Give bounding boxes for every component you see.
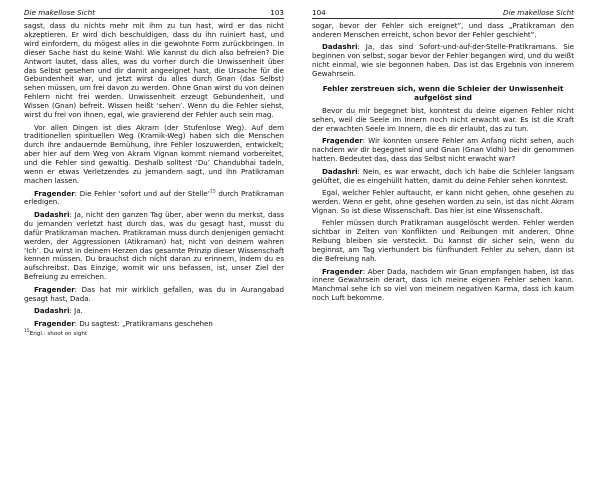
paragraph: Fehler müssen durch Pratikraman ausgelöscht werden. Fehler werden sichtbar in Zeiten von Konflikten und Reibungen mit anderen. Ohne Reibung bleiben sie versteckt. Du kannst dir sicher sein, wenn du beginnst, am Tag vierhundert bis fünfhundert Fehler zu sehen, dann ist die Befreiung nah. [312, 218, 574, 263]
paragraph: Dadashri: Ja. [34, 306, 83, 316]
paragraph: Fragender: Die Fehler ‘sofort und auf der Stelle’$^{15}$ durch Pratikraman erledigen. [24, 188, 284, 207]
paragraph: sagst, dass du nichts mehr mit ihm zu tun hast, wird er das nicht akzeptieren. Er wird dich beschuldigen, dass du ihn ruiniert hast, und wird einfordern, du mögest alles in die gewohnte Form zurückbringen. In dieser Sache hast du keine Wahl. Wie kannst du dich also befreien? Die Antwort lautet, dass alles, was du vorher durch die Unwissenheit über das Selbst gesehen und dir damit angeeignet hast, die Ursache für die Gebundenheit war, und jetzt wirst du alles durch Gnan (das Selbst) sehen müssen, um frei davon zu werden. Ohne Gnan wirst du von deinen Fehlern nicht frei werden. Unwissenheit erzeugt Gebundenheit, und Wissen (Gnan) befreit. Wissen heißt ‘sehen’. Wenn du die Fehler siehst, wirst du frei von ihnen, egal, wie gravierend der Fehler auch sein mag. [24, 21, 284, 120]
left-page-header [24, 8, 284, 19]
speaker-label: Fragender [34, 188, 75, 198]
paragraph: Dadashri: Ja, nicht den ganzen Tag über, aber wenn du merkst, dass du jemanden verletzt hast durch das, was du gesagt hast, musst du dafür Pratikraman machen. Pratikraman muss durch denjenigen gemacht werden, der Aggressionen (Atikraman) hat, nicht von deinem wahren ‘Ich’. Du wirst in deinem Herzen das gesamte Prinzip dieser Wissenschaft kennen müssen. Du brauchst dich nicht daran zu erinnern, indem du es aufschreibst. Das Einzige, womit wir uns befassen, ist, unser Ziel der Befreiung zu erreichen. [24, 209, 284, 282]
running-title: Die makellose Sicht [503, 8, 574, 17]
right-page [312, 8, 574, 307]
speaker-label: Fragender [322, 136, 363, 146]
page-number: 104 [312, 8, 326, 17]
speaker-label: Dadashri [34, 209, 70, 219]
paragraph: Dadashri: Ja, das sind Sofort-und-auf-der-Stelle-Pratikramans. Sie beginnen von selbst, sogar bevor der Fehler begangen wird, und du weißt nicht einmal, wie sie begonnen haben. Das ist das Ergebnis von innerem Gewahrsein. [312, 42, 574, 79]
footnote: $^{15}$Engl.: shoot on sight [24, 329, 88, 338]
paragraph: Fragender: Aber Dada, nachdem wir Gnan empfangen haben, ist das innere Gewahrsein derart, dass ich meine eigenen Fehler sehen kann. Manchmal sehe ich so viel von meinem negativen Karma, dass ich kaum noch Luft bekomme. [312, 266, 574, 303]
paragraph: Vor allen Dingen ist dies Akram (der Stufenlose Weg). Auf dem traditionellen spirituellen Weg (Kramik-Weg) haben sich die Menschen durch ihre andauernde Bemühung, ihre Fehler loszuwerden, entwickelt; aber hier auf dem Weg von Akram Vignan kommt niemand vorbereitet, und die Fehler sind gewaltig. Deshalb solltest ‘Du’ Chandubhai tadeln, wenn er etwas Verletzendes zu jemandem sagt, und ihn Pratikraman machen lassen. [24, 122, 284, 185]
footnote-mark: 15 [24, 329, 30, 335]
paragraph: Fragender: Das hat mir wirklich gefallen, was du in Aurangabad gesagt hast, Dada. [24, 284, 284, 303]
speaker-label: Fragender [34, 318, 75, 328]
paragraph: Fragender: Du sagtest: „Pratikramans geschehen [34, 318, 213, 328]
paragraph: Bevor du mir begegnet bist, konntest du deine eigenen Fehler nicht sehen, weil die Seele im Innern noch nicht erwacht war. Es ist die Kraft der erwachten Seele im Innern, die es dir erlaubt, das zu tun. [312, 106, 574, 133]
right-page-body [312, 22, 574, 303]
right-page-header [312, 8, 574, 19]
left-page-body [24, 22, 284, 338]
running-title: Die makellose Sicht [24, 8, 95, 17]
speaker-label: Dadashri [34, 306, 70, 316]
paragraph: Egal, welcher Fehler auftaucht, er kann nicht gehen, ohne gesehen zu werden. Wenn er geht, ohne gesehen worden zu sein, ist das nicht Akram Vignan. So ist diese Wissenschaft. Das hier ist eine Wissenschaft. [312, 188, 574, 215]
left-page [24, 8, 284, 338]
paragraph: sogar, bevor der Fehler sich ereignet”, und dass „Pratikraman den anderen Menschen erreicht, schon bevor der Fehler geschieht”. [312, 21, 574, 39]
section-heading: Fehler zerstreuen sich, wenn die Schleier der Unwissenheit aufgelöst sind [322, 84, 564, 103]
speaker-label: Fragender [322, 266, 363, 276]
paragraph: Fragender: Wir konnten unsere Fehler am Anfang nicht sehen, auch nachdem wir dir begegnet sind und Gnan (Gnan Vidhi) bei dir genommen hatten. Bedeutet das, dass das Selbst nicht erwacht war? [312, 136, 574, 164]
speaker-label: Fragender [34, 284, 75, 294]
page-number: 103 [270, 8, 284, 17]
speaker-label: Dadashri [322, 166, 358, 176]
speaker-label: Dadashri [322, 42, 358, 52]
paragraph: Dadashri: Nein, es war erwacht, doch ich habe die Schleier langsam gelüftet, die es eingehüllt hatten, damit du deine Fehler sehen konntest. [312, 166, 574, 185]
footnote-reference[interactable]: 15 [209, 189, 216, 195]
